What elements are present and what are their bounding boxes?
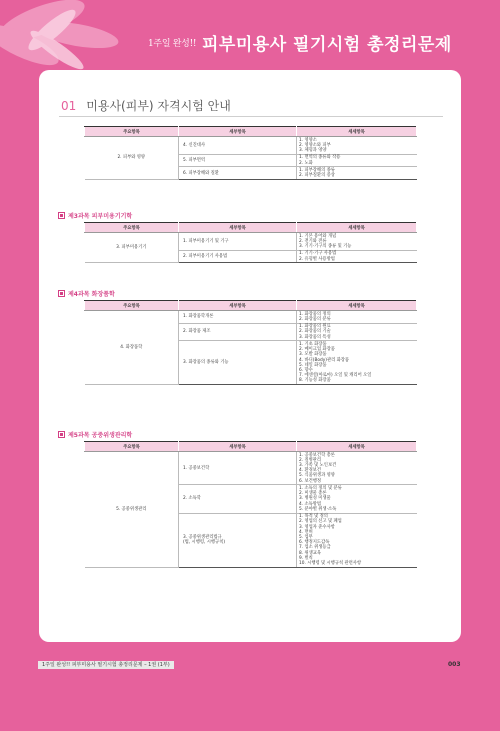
detail-item: 1. 화장품의 정의 [299, 311, 331, 317]
column-header: 세부항목 [179, 223, 297, 233]
detail-item: 1. 기초 화장품 [299, 341, 327, 347]
column-header: 세세항목 [297, 223, 417, 233]
column-header: 주요항목 [85, 127, 179, 137]
detail-item: 2. 화장품의 분류 [299, 316, 331, 322]
detail-item: 4. 바디(Body)관리 화장품 [299, 357, 350, 363]
detail-item: 10. 시행령 및 시행규칙 관련사항 [299, 561, 362, 567]
detail-item: 7. 업소 위생등급 [299, 545, 331, 551]
detail-item: 1. 목적 및 정의 [299, 514, 328, 520]
detail-item: 2. 영업의 신고 및 폐업 [299, 519, 342, 525]
detail-item: 1. 면역의 종류와 작용 [299, 155, 341, 161]
syllabus-table [84, 300, 417, 385]
subject-heading [58, 211, 132, 220]
detail-item: 4. 면허 [299, 529, 313, 535]
detail-item-cell [297, 323, 417, 341]
square-bullet-icon [58, 290, 65, 297]
detail-item-cell [297, 167, 417, 180]
detail-item: 5. 업무 [299, 535, 313, 541]
detail-item: 9. 벌칙 [299, 555, 313, 561]
detail-item: 2. 미생물 총론 [299, 491, 327, 497]
subject-title: 제3과목 피부미용기기학 [68, 213, 133, 220]
detail-item: 5. 식품위생과 영양 [299, 473, 335, 479]
detail-item: 6. 향수 [299, 368, 313, 373]
subject-heading [58, 430, 132, 439]
table-header-row [85, 223, 417, 233]
detail-item: 2. 질병관리 [299, 457, 322, 463]
column-header: 세세항목 [297, 127, 417, 137]
detail-item: 3. 영업자 준수사항 [299, 524, 335, 530]
column-header: 세세항목 [297, 442, 417, 452]
detail-item: 3. 가족 및 노인보건 [299, 463, 337, 468]
page-number: 003 [448, 661, 461, 668]
detail-item: 3. 체형과 영양 [299, 148, 327, 153]
detail-item: 1. 기기·기구 사용법 [299, 251, 337, 257]
sub-item-cell: 2. 피부미용기기 사용법 [179, 250, 297, 263]
table-row [85, 137, 417, 155]
detail-item-cell [297, 513, 417, 567]
main-item-cell: 3. 피부미용기기 [85, 233, 179, 263]
table-header-row [85, 301, 417, 311]
detail-item: 1. 피부장해의 종류 [299, 167, 335, 173]
section-title: 미용사(피부) 자격시험 안내 [86, 99, 231, 113]
footer-text: 1주일 완성!! 피부미용사 필기시험 총정리문제 – 1권 (1부) [38, 661, 174, 669]
detail-item: 1. 화장품의 원료 [299, 324, 331, 330]
detail-item: 8. 기능성 화장품 [299, 378, 331, 384]
syllabus-table [84, 222, 417, 263]
sub-item-cell: 5. 피부면역 [179, 154, 297, 167]
sub-item-cell: 1. 피부미용기기 및 기구 [179, 233, 297, 251]
detail-item-cell [297, 137, 417, 155]
table-row [85, 452, 417, 485]
detail-item: 2. 메이크업 화장품 [299, 347, 335, 353]
detail-item: 5. 네일 화장품 [299, 362, 327, 368]
table-header-row [85, 127, 417, 137]
sub-item-cell: 1. 화장품학개론 [179, 311, 297, 324]
column-header: 주요항목 [85, 301, 179, 311]
detail-item: 1. 소독의 정의 및 분류 [299, 486, 342, 491]
square-bullet-icon [58, 212, 65, 219]
main-item-cell: 2. 피부와 영양 [85, 137, 179, 180]
flower-decoration [0, 0, 132, 80]
sub-item-cell: 4. 신진대사 [179, 137, 297, 155]
detail-item: 1. 기본 용어와 개념 [299, 233, 337, 239]
section-number: 01 [61, 99, 77, 113]
sub-item-cell: 6. 피부장해와 질환 [179, 167, 297, 180]
detail-item-cell [297, 154, 417, 167]
detail-item: 2. 피부질환의 증상 [299, 173, 335, 179]
column-header: 세부항목 [179, 301, 297, 311]
detail-item: 1. 공중보건학 총론 [299, 452, 335, 458]
detail-item-cell [297, 341, 417, 385]
detail-item: 6. 행정지도감독 [299, 540, 330, 546]
detail-item-cell [297, 250, 417, 263]
detail-item: 7. 에센셜(아로마) 오일 및 캐리어 오일 [299, 373, 372, 379]
subject-heading [58, 289, 115, 298]
column-header: 주요항목 [85, 442, 179, 452]
sub-item-cell: 2. 소독학 [179, 485, 297, 513]
sub-item-cell: 3. 화장품의 종류와 기능 [179, 341, 297, 385]
detail-item: 3. 모발 화장품 [299, 352, 327, 358]
column-header: 세세항목 [297, 301, 417, 311]
detail-item: 2. 화장품의 기술 [299, 329, 331, 335]
detail-item: 1. 영양소 [299, 137, 317, 143]
detail-item: 2. 유형별 사용방법 [299, 256, 335, 262]
square-bullet-icon [58, 431, 65, 438]
column-header: 세부항목 [179, 442, 297, 452]
detail-item: 2. 노화 [299, 160, 313, 166]
detail-item-cell [297, 311, 417, 324]
subject-title: 제5과목 공중위생관리학 [68, 432, 133, 439]
table-header-row [85, 442, 417, 452]
detail-item: 3. 병원성 미생물 [299, 496, 331, 502]
table-row [85, 233, 417, 251]
main-item-cell: 4. 화장품학 [85, 311, 179, 385]
sub-item-cell: 3. 공중위생관리법규 (법, 시행령, 시행규칙) [179, 513, 297, 567]
detail-item-cell [297, 452, 417, 485]
sub-item-cell: 1. 공중보건학 [179, 452, 297, 485]
column-header: 세부항목 [179, 127, 297, 137]
detail-item: 6. 보건행정 [299, 478, 322, 484]
main-item-cell: 5. 공중위생관리 [85, 452, 179, 568]
detail-item-cell [297, 233, 417, 251]
subject-title: 제4과목 화장품학 [68, 291, 115, 298]
table-row [85, 311, 417, 324]
detail-item-cell [297, 485, 417, 513]
syllabus-table [84, 126, 417, 180]
section-divider [59, 116, 443, 117]
header-subtitle: 1주일 완성!! [148, 39, 197, 49]
syllabus-table [84, 441, 417, 568]
detail-item: 3. 기기·기구의 종류 및 기능 [299, 244, 352, 249]
detail-item: 3. 화장품의 특성 [299, 334, 331, 340]
section-heading [61, 97, 231, 114]
column-header: 주요항목 [85, 223, 179, 233]
detail-item: 4. 환경보건 [299, 468, 322, 474]
detail-item: 2. 전기와 전류 [299, 238, 327, 244]
header-title: 피부미용사 필기시험 총정리문제 [202, 35, 452, 55]
detail-item: 5. 분야별 위생·소독 [299, 506, 337, 512]
detail-item: 4. 소독방법 [299, 501, 322, 507]
sub-item-cell: 2. 화장품 제조 [179, 323, 297, 341]
detail-item: 8. 위생교육 [299, 550, 322, 556]
detail-item: 2. 영양소와 피부 [299, 142, 331, 148]
